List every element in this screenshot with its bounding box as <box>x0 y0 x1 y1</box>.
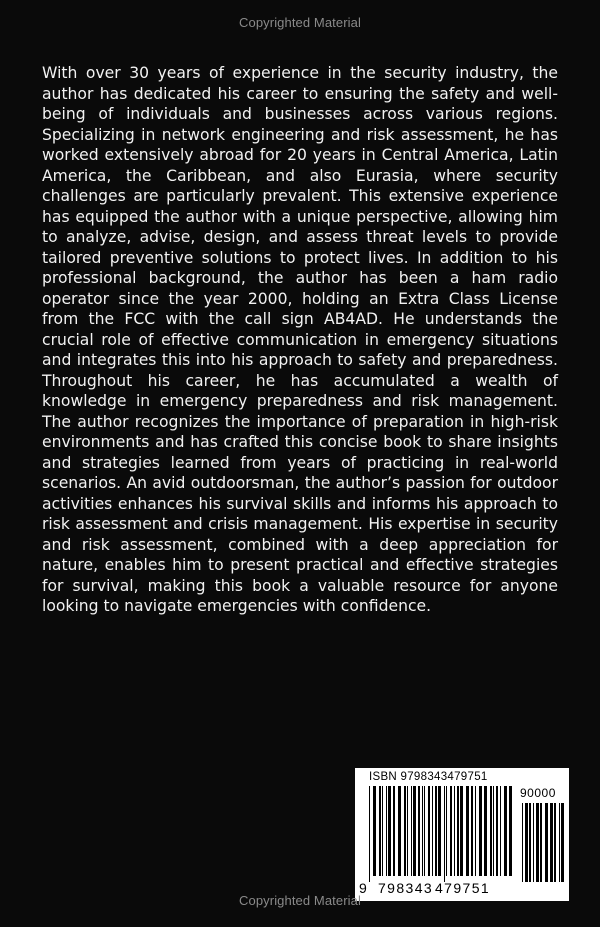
barcode-bar <box>554 803 556 882</box>
copyright-watermark-bottom: Copyrighted Material <box>239 893 361 908</box>
barcode-bar <box>540 803 542 882</box>
ean-barcode-bars <box>369 786 514 882</box>
barcode-bar <box>379 786 381 876</box>
barcode-bar <box>435 786 437 876</box>
barcode-bar <box>386 786 387 876</box>
barcode-bar <box>559 803 560 882</box>
isbn-label: ISBN 9798343479751 <box>369 771 488 783</box>
barcode-bar <box>393 786 395 876</box>
barcode-digit-group-1: 798343 <box>378 880 434 896</box>
isbn-barcode-block <box>355 768 569 901</box>
barcode-bar <box>479 786 482 876</box>
barcode-bar <box>550 803 553 882</box>
barcode-bar <box>525 803 528 882</box>
copyright-watermark-top: Copyrighted Material <box>239 15 361 30</box>
author-bio-paragraph: With over 30 years of experience in the security industry, the author has dedicated his career to ensuring the safety and well-being of individuals and businesses across various regions. Specializing in network engineering and risk assessment, he has worked extensively abroad for 20 years in Central America, Latin America, the Caribbean, and also Eurasia, where security challenges are particularly prevalent. This extensive experience has equipped the author with a unique perspective, allowing him to analyze, advise, design, and assess threat levels to provide tailored preventive solutions to protect lives. In addition to his professional background, the author has been a ham radio operator since the year 2000, holding an Extra Class License from the FCC with the call sign AB4AD. He understands the crucial role of effective communication in emergency situations and integrates this into his approach to safety and preparedness. Throughout his career, he has accumulated a wealth of knowledge in emergency preparedness and risk management. The author recognizes the importance of preparation in high-risk environments and has crafted this concise book to share insights and strategies learned from years of practicing in real-world scenarios. An avid outdoorsman, the author’s passion for outdoor activities enhances his survival skills and informs his approach to risk assessment and crisis management. His expertise in security and risk assessment, combined with a deep appreciation for nature, enables him to present practical and effective strategies for survival, making this book a valuable resource for anyone looking to navigate emergencies with confidence. <box>42 64 558 615</box>
barcode-bar <box>413 786 416 876</box>
barcode-bar <box>522 803 523 882</box>
barcode-bar <box>460 786 463 876</box>
barcode-bar <box>418 786 420 876</box>
barcode-bar <box>404 786 406 876</box>
barcode-bar <box>398 786 401 876</box>
addon-barcode-bars <box>522 803 564 882</box>
barcode-bar <box>428 786 430 876</box>
barcode-bar <box>475 786 476 876</box>
barcode-bar <box>388 786 391 876</box>
barcode-bar <box>407 786 408 876</box>
barcode-digit-group-2: 479751 <box>435 880 491 896</box>
barcode-bar <box>536 803 539 882</box>
barcode-bar <box>432 786 433 876</box>
barcode-bar <box>446 786 447 876</box>
barcode-bar <box>369 786 370 882</box>
barcode-bar <box>424 786 425 876</box>
barcode-digit-lead: 9 <box>359 880 367 896</box>
barcode-bar <box>457 786 459 876</box>
barcode-bar <box>493 786 494 876</box>
barcode-bar <box>545 803 548 882</box>
barcode-bar <box>561 803 564 882</box>
barcode-bar <box>373 786 376 876</box>
barcode-bar <box>509 786 512 876</box>
barcode-bar <box>444 786 445 882</box>
barcode-bar <box>454 786 455 876</box>
barcode-bar <box>471 786 473 876</box>
barcode-bar <box>529 803 531 882</box>
barcode-bar <box>504 786 507 876</box>
barcode-bar <box>500 786 501 876</box>
barcode-bar <box>496 786 498 876</box>
barcode-bar <box>484 786 487 876</box>
barcode-bar <box>382 786 383 876</box>
barcode-bar <box>466 786 469 876</box>
barcode-bar <box>490 786 492 876</box>
barcode-bar <box>411 786 412 876</box>
barcode-bar <box>422 786 423 876</box>
barcode-bar <box>533 803 534 882</box>
price-code: 90000 <box>520 786 556 800</box>
barcode-bar <box>450 786 452 876</box>
barcode-bar <box>438 786 441 876</box>
